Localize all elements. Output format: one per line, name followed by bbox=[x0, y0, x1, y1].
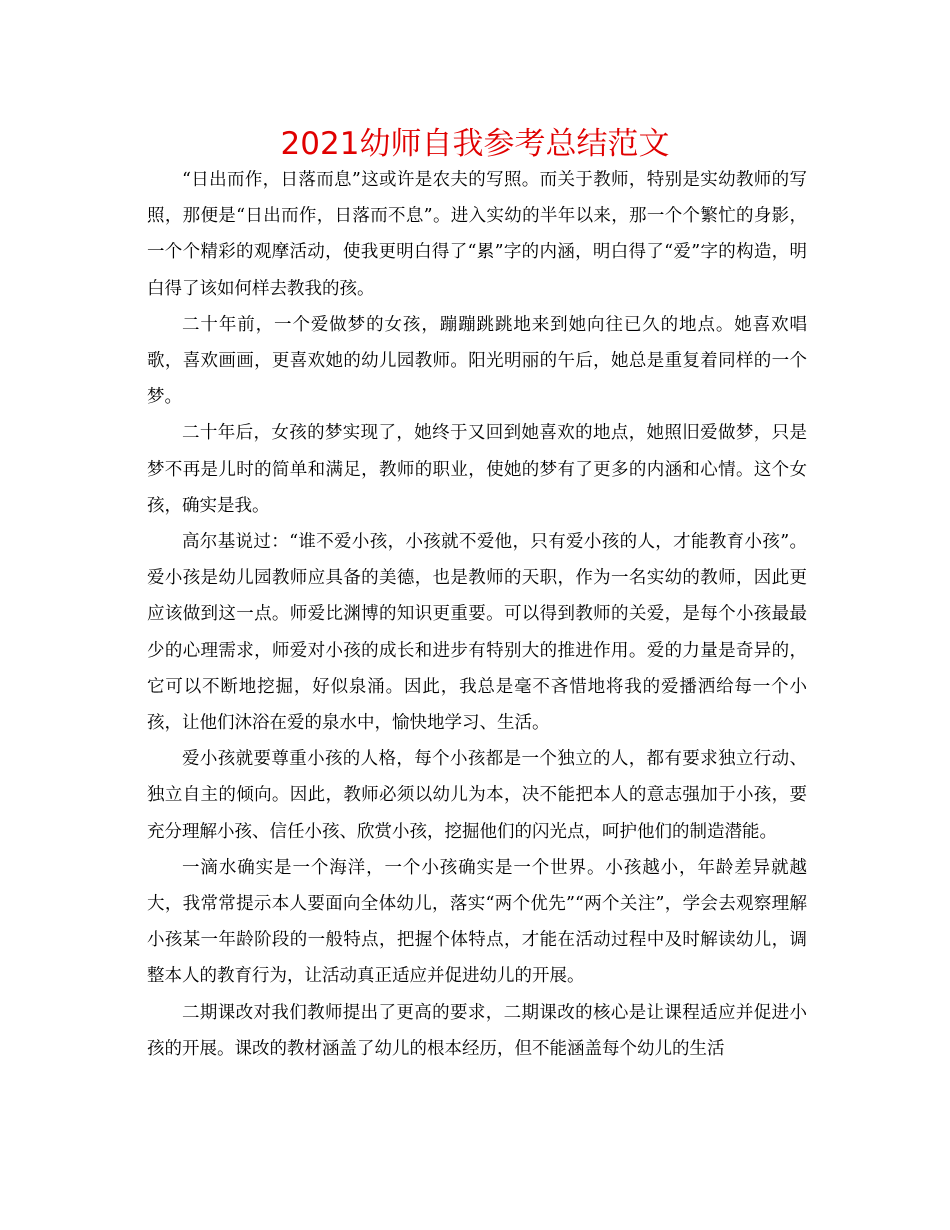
document-title: 2021幼师自我参考总结范文 bbox=[280, 126, 670, 162]
paragraph-6: 一滴水确实是一个海洋，一个小孩确实是一个世界。小孩越小，年龄差异就越大，我常常提示本人要面向全体幼儿，落实“两个优先”“两个关注”，学会去观察理解小孩某一年龄阶段的一般特点，把握个体特点，才能在活动过程中及时解读幼儿，调整本人的教育行为，让活动真正适应并促进幼儿的开展。 bbox=[147, 857, 807, 987]
paragraph-4: 高尔基说过：“谁不爱小孩，小孩就不爱他，只有爱小孩的人，才能教育小孩”。爱小孩是幼儿园教师应具备的美德，也是教师的天职，作为一名实幼的教师，因此更应该做到这一点。师爱比渊博的知识更重要。可以得到教师的关爱，是每个小孩最最少的心理需求，师爱对小孩的成长和进步有特别大的推进作用。爱的力量是奇异的，它可以不断地挖掘，好似泉涌。因此，我总是毫不吝惜地将我的爱播洒给每一个小孩，让他们沐浴在爱的泉水中，愉快地学习、生活。 bbox=[147, 532, 807, 734]
paragraph-7: 二期课改对我们教师提出了更高的要求，二期课改的核心是让课程适应并促进小孩的开展。课改的教材涵盖了幼儿的根本经历，但不能涵盖每个幼儿的生活 bbox=[147, 1002, 807, 1059]
paragraph-5: 爱小孩就要尊重小孩的人格，每个小孩都是一个独立的人，都有要求独立行动、独立自主的倾向。因此，教师必须以幼儿为本，决不能把本人的意志强加于小孩，要充分理解小孩、信任小孩、欣赏小孩，挖掘他们的闪光点，呵护他们的制造潜能。 bbox=[147, 749, 807, 842]
paragraph-1: “日出而作，日落而息”这或许是农夫的写照。而关于教师，特别是实幼教师的写照，那便是“日出而作，日落而不息”。进入实幼的半年以来，那一个个繁忙的身影，一个个精彩的观摩活动，使我更明白得了“累”字的内涵，明白得了“爱”字的构造，明白得了该如何样去教我的孩。 bbox=[147, 170, 807, 299]
paragraph-2: 二十年前，一个爱做梦的女孩，蹦蹦跳跳地来到她向往已久的地点。她喜欢唱歌，喜欢画画，更喜欢她的幼儿园教师。阳光明丽的午后，她总是重复着同样的一个梦。 bbox=[147, 314, 807, 408]
paragraph-3: 二十年后，女孩的梦实现了，她终于又回到她喜欢的地点，她照旧爱做梦，只是梦不再是儿时的简单和满足，教师的职业，使她的梦有了更多的内涵和心情。这个女孩，确实是我。 bbox=[147, 423, 807, 516]
document-body bbox=[147, 162, 807, 1067]
